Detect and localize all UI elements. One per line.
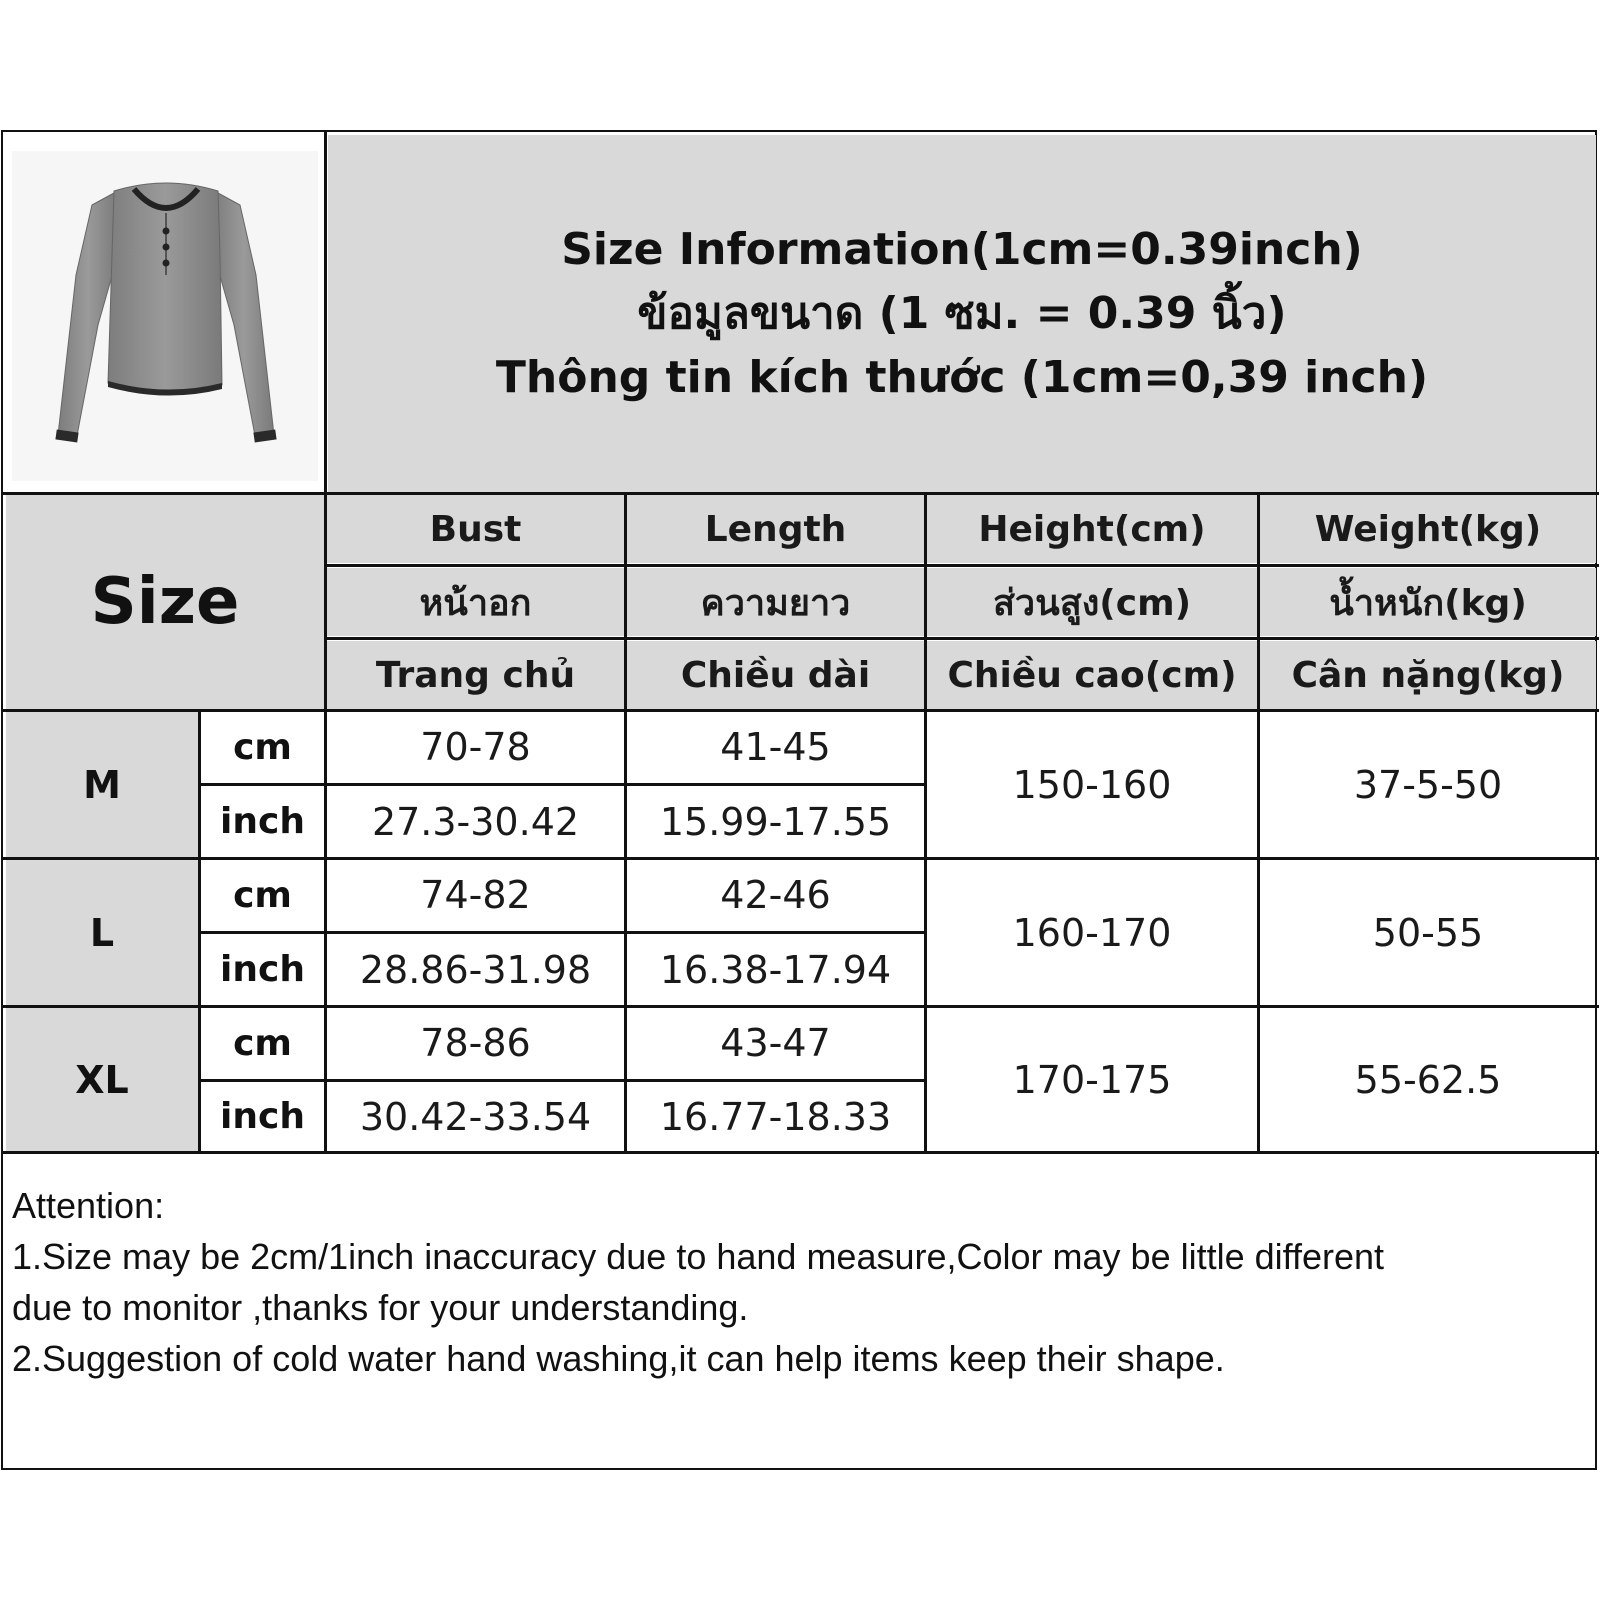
divider — [3, 1005, 1599, 1008]
header-height-en: Height(cm) — [927, 495, 1257, 563]
divider — [198, 783, 924, 786]
header-height-vi: Chiều cao(cm) — [927, 641, 1257, 709]
divider — [624, 492, 627, 1154]
unit-inch: inch — [220, 801, 305, 842]
height-xl: 170-175 — [1012, 1057, 1172, 1102]
header-bust-vi: Trang chủ — [327, 641, 624, 709]
bust-inch-l: 28.86-31.98 — [359, 947, 592, 992]
weight-xl: 55-62.5 — [1354, 1057, 1502, 1102]
length-cm-m: 41-45 — [720, 725, 831, 769]
unit-cm: cm — [233, 1022, 292, 1064]
header-weight-th: น้ำหนัก(kg) — [1260, 568, 1596, 636]
bust-inch-m: 27.3-30.42 — [371, 799, 580, 844]
divider — [3, 709, 1599, 712]
unit-cm: cm — [233, 874, 292, 916]
crop-top-icon — [6, 135, 324, 492]
divider — [324, 637, 1599, 640]
size-header: Size — [6, 495, 324, 709]
divider — [3, 492, 1599, 495]
attention-notes — [12, 1180, 1582, 1384]
length-inch-l: 16.38-17.94 — [659, 947, 892, 992]
divider — [924, 492, 927, 1154]
divider — [3, 1151, 1599, 1154]
divider — [198, 1079, 924, 1082]
header-length-en: Length — [627, 495, 924, 563]
header-bust-en: Bust — [327, 495, 624, 563]
divider — [324, 564, 1599, 567]
size-label-m: M — [6, 712, 198, 857]
title-thai: ข้อมูลขนาด (1 ซม. = 0.39 นิ้ว) — [637, 287, 1287, 339]
divider — [198, 709, 201, 1154]
length-cm-xl: 43-47 — [720, 1021, 831, 1065]
title-block — [328, 135, 1596, 492]
header-bust-th: หน้าอก — [327, 568, 624, 636]
size-label-l: L — [6, 860, 198, 1005]
divider — [198, 931, 924, 934]
header-weight-vi: Cân nặng(kg) — [1260, 641, 1596, 709]
height-m: 150-160 — [1012, 762, 1172, 807]
bust-cm-xl: 78-86 — [420, 1021, 531, 1065]
title-vietnamese: Thông tin kích thước (1cm=0,39 inch) — [495, 351, 1429, 403]
header-height-th: ส่วนสูง(cm) — [927, 568, 1257, 636]
length-inch-m: 15.99-17.55 — [659, 799, 892, 844]
header-length-vi: Chiều dài — [627, 641, 924, 709]
header-length-th: ความยาว — [627, 568, 924, 636]
size-chart-sheet — [1, 130, 1597, 1470]
title-english: Size Information(1cm=0.39inch) — [561, 223, 1363, 275]
divider — [1257, 492, 1260, 1154]
height-l: 160-170 — [1012, 910, 1172, 955]
bust-inch-xl: 30.42-33.54 — [359, 1094, 592, 1139]
weight-m: 37-5-50 — [1353, 762, 1503, 807]
note-1: 1.Size may be 2cm/1inch inaccuracy due to hand measure,Color may be little different — [12, 1236, 1385, 1277]
size-label-xl: XL — [6, 1008, 198, 1151]
divider — [324, 132, 327, 1154]
notes-heading: Attention: — [12, 1185, 165, 1226]
product-photo — [6, 135, 324, 492]
divider — [3, 857, 1599, 860]
note-2: 2.Suggestion of cold water hand washing,it can help items keep their shape. — [12, 1338, 1225, 1379]
header-weight-en: Weight(kg) — [1260, 495, 1596, 563]
length-cm-l: 42-46 — [720, 873, 831, 917]
length-inch-xl: 16.77-18.33 — [659, 1094, 892, 1139]
unit-cm: cm — [233, 726, 292, 768]
weight-l: 50-55 — [1372, 910, 1484, 955]
unit-inch: inch — [220, 1096, 305, 1137]
unit-inch: inch — [220, 949, 305, 990]
note-1-continued: due to monitor ,thanks for your understanding. — [12, 1287, 749, 1328]
bust-cm-l: 74-82 — [420, 873, 531, 917]
bust-cm-m: 70-78 — [420, 725, 531, 769]
